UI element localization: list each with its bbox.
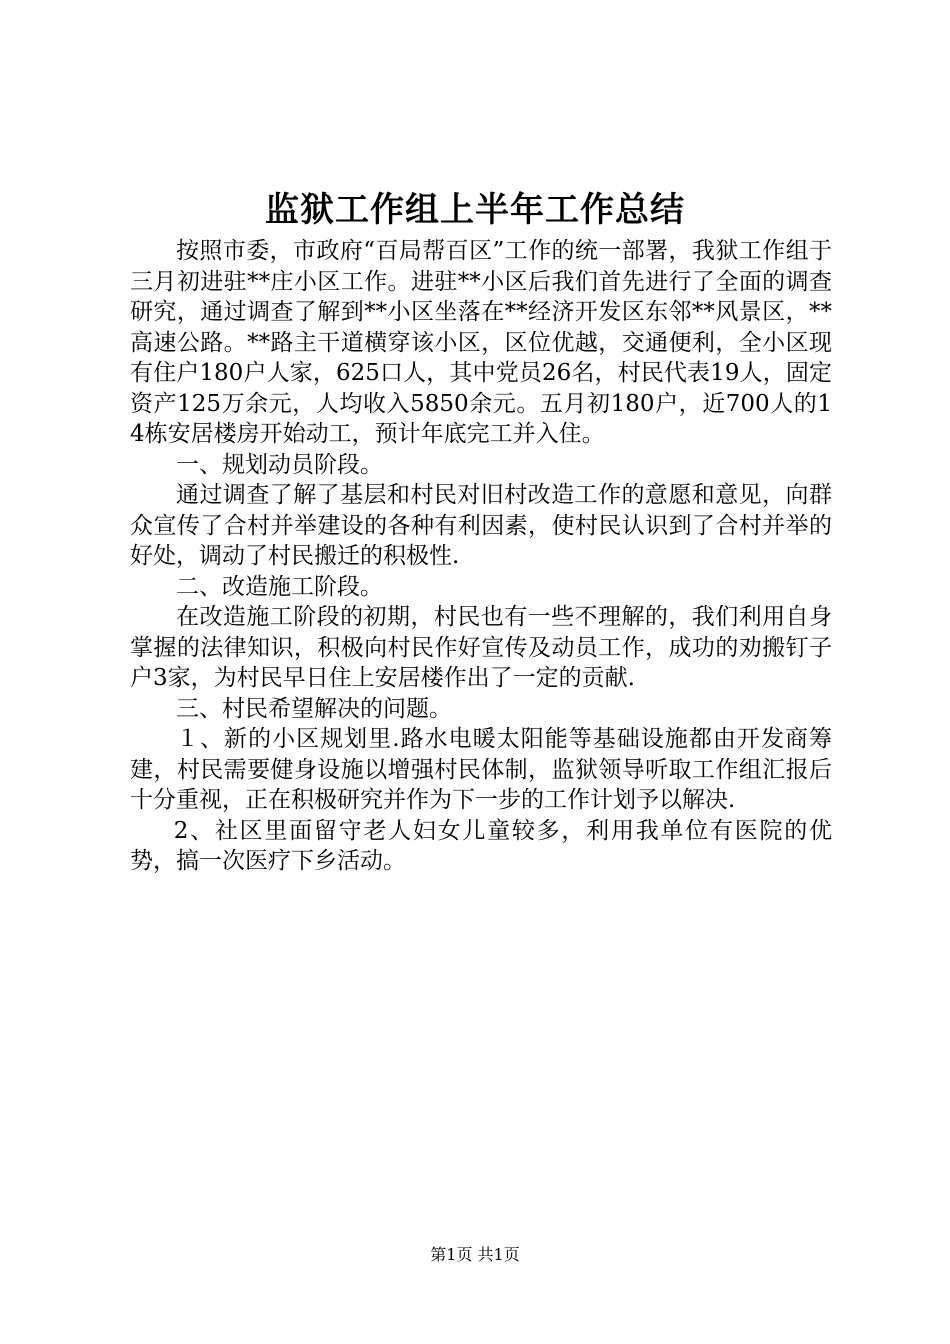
page-number-footer: 第1页 共1页: [430, 1245, 520, 1264]
paragraph-issue-2: 2、社区里面留守老人妇女儿童较多，利用我单位有医院的优势，搞一次医疗下乡活动。: [130, 817, 832, 874]
section-heading-issues: 三、村民希望解决的问题。: [176, 695, 452, 722]
paragraph-issue-1: １、新的小区规划里.路水电暖太阳能等基础设施都由开发商筹建，村民需要健身设施以增强村民体制，监狱领导听取工作组汇报后十分重视，正在积极研究并作为下一步的工作计划予以解决.: [130, 726, 832, 813]
section-heading-planning: 一、规划动员阶段。: [176, 451, 383, 478]
section-heading-construction: 二、改造施工阶段。: [176, 573, 383, 600]
paragraph-planning: 通过调查了解了基层和村民对旧村改造工作的意愿和意见，向群众宣传了合村并举建设的各种有利因素，使村民认识到了合村并举的好处，调动了村民搬迁的积极性.: [130, 482, 832, 569]
document-title: 监狱工作组上半年工作总结: [265, 190, 685, 230]
paragraph-construction: 在改造施工阶段的初期，村民也有一些不理解的，我们利用自身掌握的法律知识，积极向村民作好宣传及动员工作，成功的劝搬钉子户3家，为村民早日住上安居楼作出了一定的贡献.: [130, 604, 832, 691]
paragraph-intro: 按照市委，市政府“百局帮百区”工作的统一部署，我狱工作组于三月初进驻**庄小区工作。进驻**小区后我们首先进行了全面的调查研究，通过调查了解到**小区坐落在**经济开发区东邻**风景区，**高速公路。**路主干道横穿该小区，区位优越，交通便利，全小区现有住户180户人家，625口人，其中党员26名，村民代表19人，固定资产125万余元，人均收入5850余元。五月初180户，近700人的14栋安居楼房开始动工，预计年底完工并入住。: [130, 238, 832, 447]
document-body: [130, 236, 832, 877]
